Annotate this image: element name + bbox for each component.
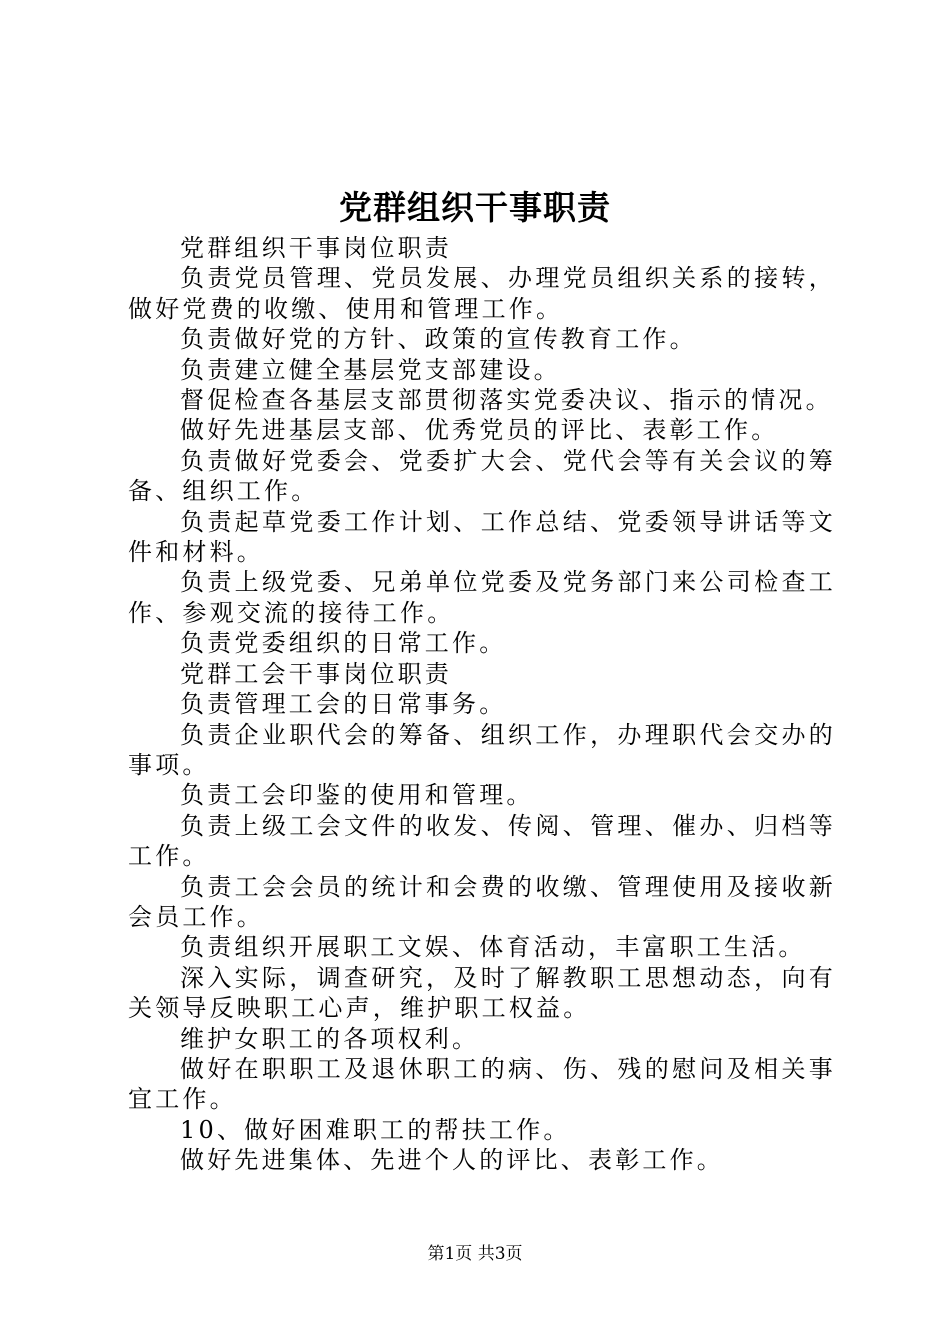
duty-paragraph: 10、做好困难职工的帮扶工作。 [180, 1115, 571, 1144]
duty-paragraph: 深入实际，调查研究，及时了解教职工思想动态，向有关领导反映职工心声，维护职工权益。 [128, 963, 836, 1023]
section-heading-party-organization: 党群组织干事岗位职责 [180, 234, 452, 262]
duty-paragraph: 负责起草党委工作计划、工作总结、党委领导讲话等文件和材料。 [128, 507, 836, 567]
duty-paragraph: 负责党员管理、党员发展、办理党员组织关系的接转，做好党费的收缴、使用和管理工作。 [128, 264, 836, 323]
duty-paragraph: 督促检查各基层支部贯彻落实党委决议、指示的情况。 [180, 386, 833, 415]
duty-paragraph: 做好在职职工及退休职工的病、伤、残的慰问及相关事宜工作。 [128, 1054, 836, 1114]
duty-paragraph: 负责建立健全基层党支部建设。 [180, 355, 561, 384]
duty-paragraph: 做好先进集体、先进个人的评比、表彰工作。 [180, 1146, 724, 1175]
duty-paragraph: 负责做好党委会、党委扩大会、党代会等有关会议的筹备、组织工作。 [128, 446, 836, 506]
duty-paragraph: 维护女职工的各项权利。 [180, 1024, 480, 1053]
document-title: 党群组织干事职责 [339, 188, 611, 227]
duty-paragraph: 负责上级党委、兄弟单位党委及党务部门来公司检查工作、参观交流的接待工作。 [128, 568, 836, 627]
duty-paragraph: 负责管理工会的日常事务。 [180, 690, 507, 719]
duty-paragraph: 负责党委组织的日常工作。 [180, 629, 507, 658]
section-heading-trade-union: 党群工会干事岗位职责 [180, 659, 452, 688]
duty-paragraph: 负责工会印鉴的使用和管理。 [180, 781, 534, 810]
document-body [128, 233, 836, 1176]
duty-paragraph: 负责做好党的方针、政策的宣传教育工作。 [180, 325, 697, 354]
duty-paragraph: 负责工会会员的统计和会费的收缴、管理使用及接收新会员工作。 [128, 872, 836, 931]
duty-paragraph: 负责上级工会文件的收发、传阅、管理、催办、归档等工作。 [128, 811, 836, 871]
duty-paragraph: 负责组织开展职工文娱、体育活动，丰富职工生活。 [180, 933, 806, 962]
page-number-footer: 第1页 共3页 [427, 1244, 523, 1264]
duty-paragraph: 做好先进基层支部、优秀党员的评比、表彰工作。 [180, 416, 779, 445]
duty-paragraph: 负责企业职代会的筹备、组织工作，办理职代会交办的事项。 [128, 720, 836, 779]
